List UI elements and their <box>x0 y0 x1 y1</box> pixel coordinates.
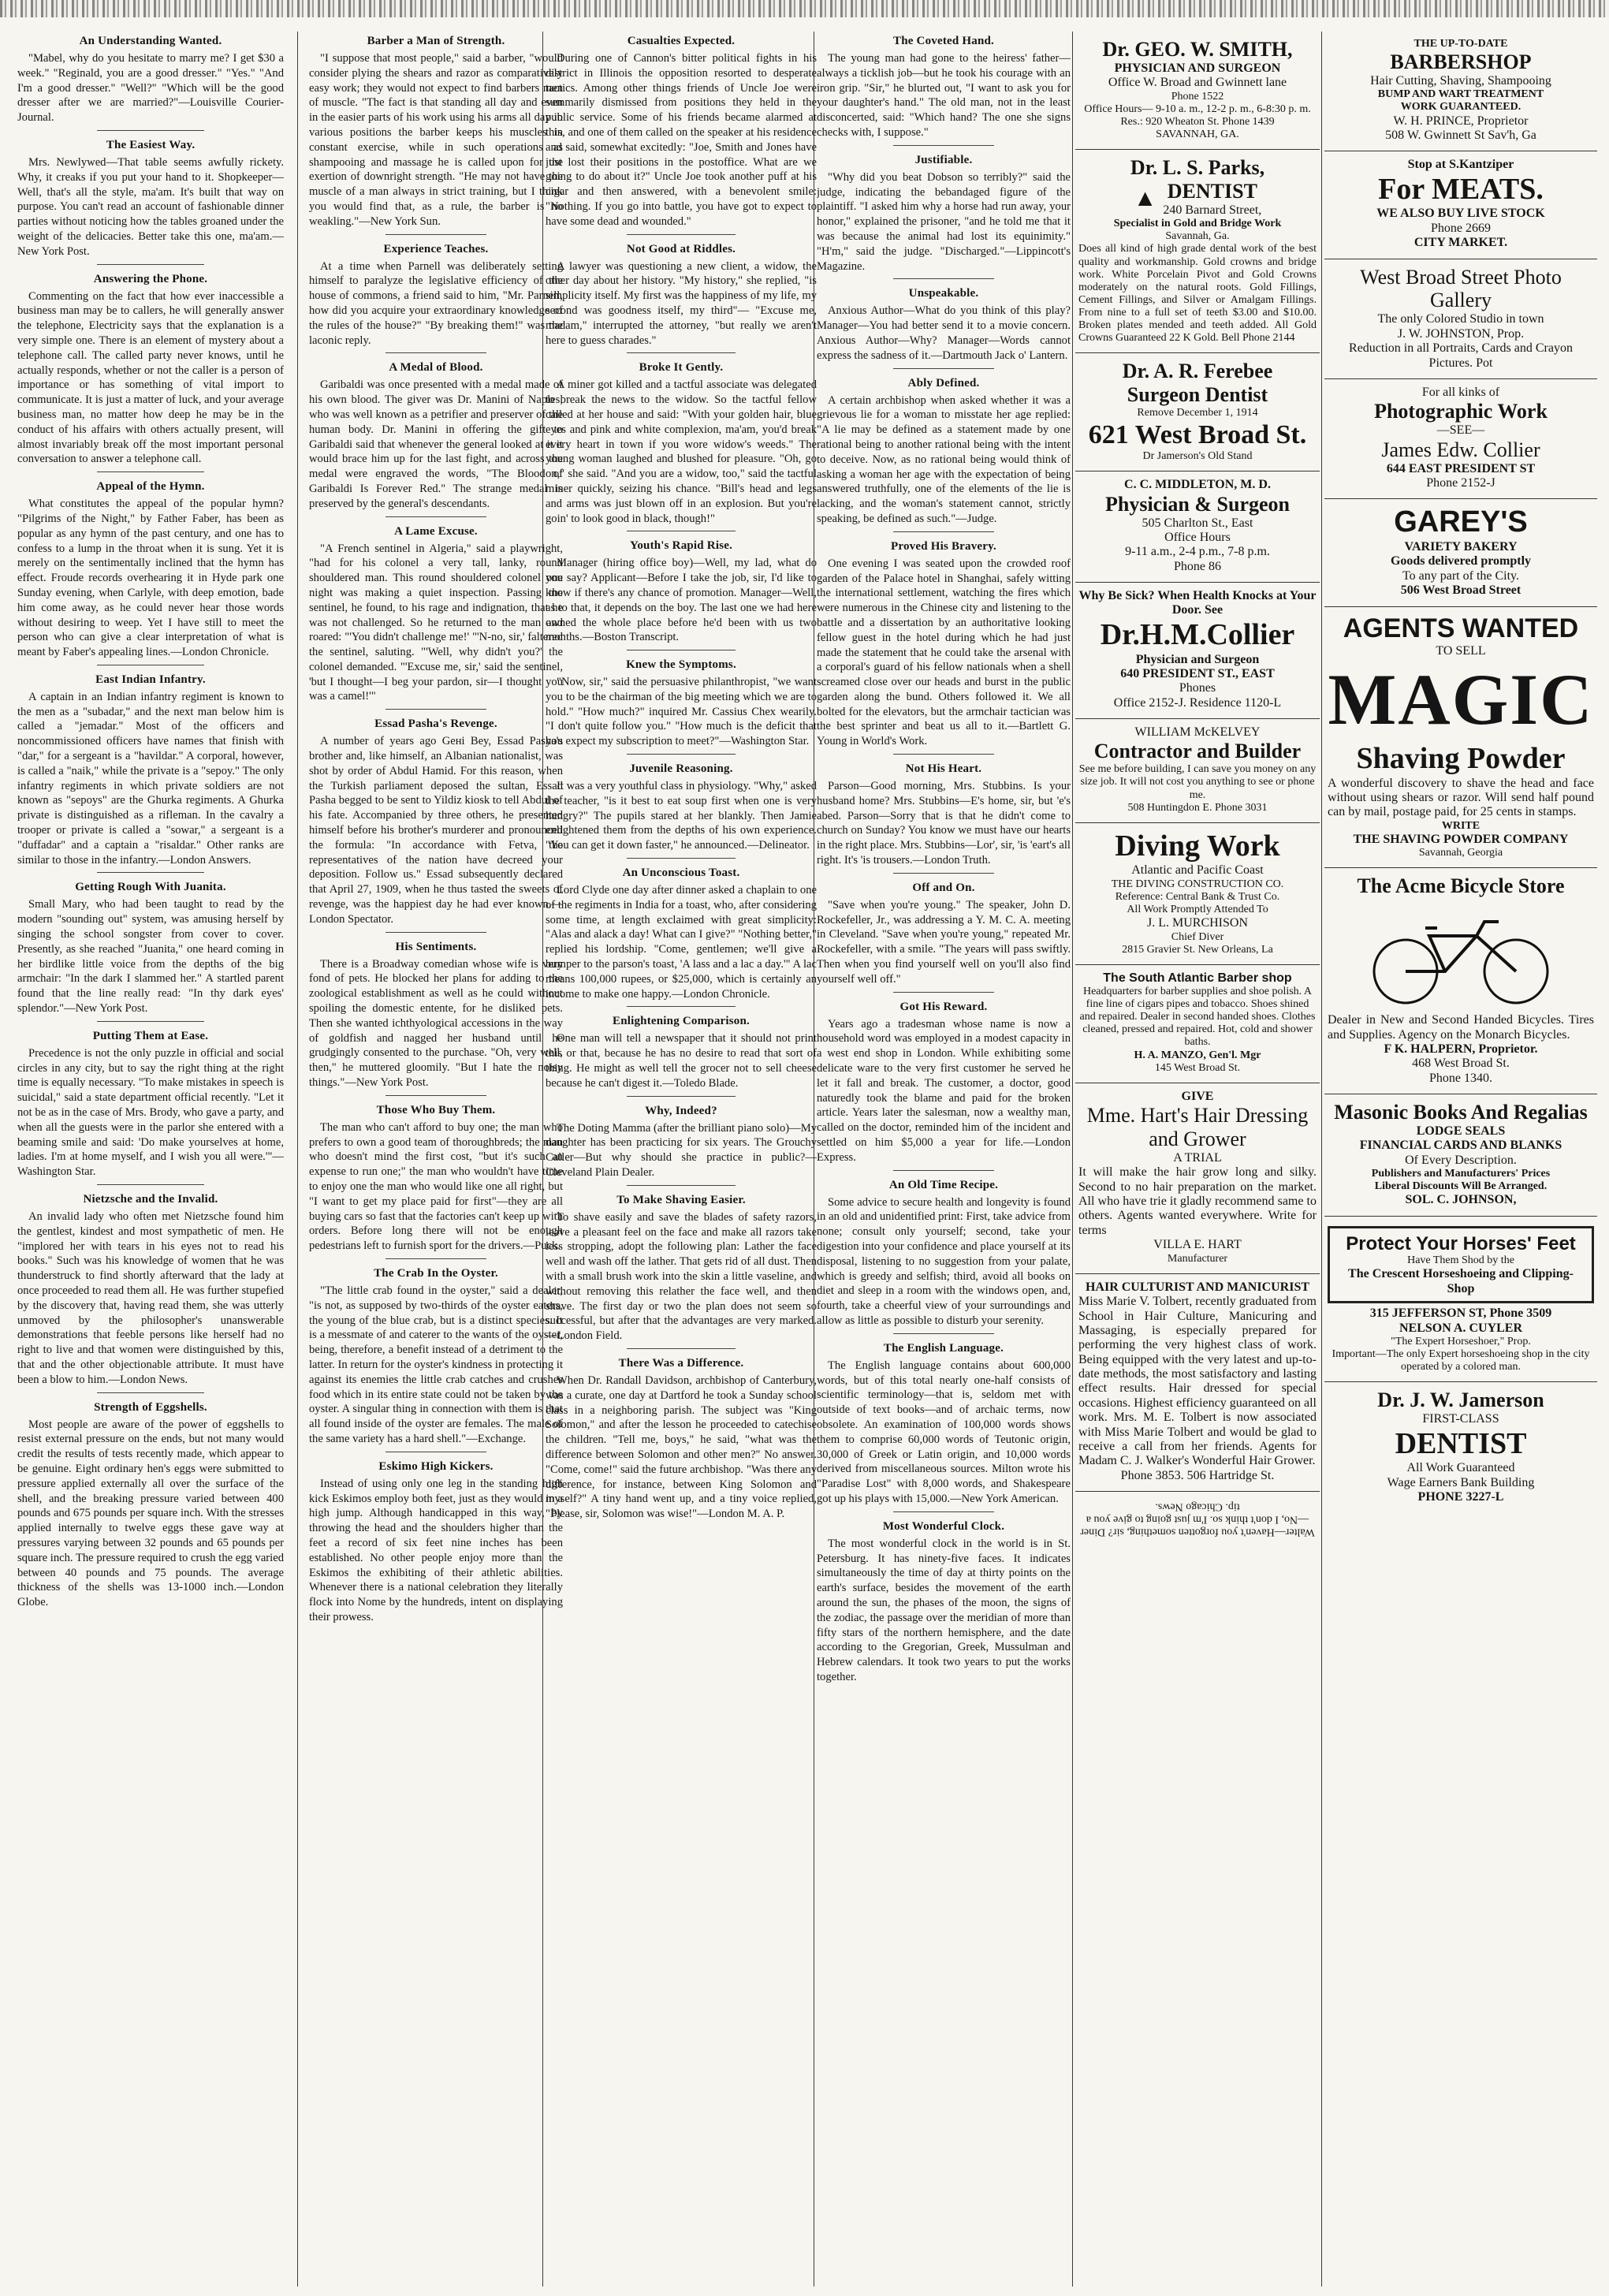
ad-address: 145 West Broad St. <box>1154 1061 1241 1074</box>
article <box>817 882 1071 993</box>
article <box>546 658 817 755</box>
article-body: The English language contains about 600,000 words, but of this total nearly one-half consists of scientific terminology—that is, seldom met with outside of text books—and of archaic terms, now obsolete. An examination of 100,000 words shows them to comprise 60,000 words of Teutonic origin, 30,000 of Greek or Latin origin, and 10,000 words derived from miscellaneous sources. Milton wrote his "Paradise Lost" with 8,000 words, and Shakespeare got up his plays with 15,000.—New York American. <box>817 1359 1071 1505</box>
ad-company: THE SHAVING POWDER COMPANY <box>1353 832 1569 846</box>
ad-phone: Phone 86 <box>1174 559 1221 573</box>
tooth-icon: ▲ <box>1133 184 1157 211</box>
article <box>17 673 284 874</box>
article <box>309 525 563 710</box>
article-body: To shave easily and save the blades of safety razors, leave a pleasant feel on the face and make all razors take less stropping, adopt the following plan: Lather the face well and wash off the lather. That gets rid of all dust. Then with a small brush work into the skin a little vaseline, and without removing this relather the face well, and then shave. The first day or two the plan does not seem so successful, but after that the advantages are very marked.—London Field. <box>546 1210 817 1343</box>
ad-line: To any part of the City. <box>1402 568 1520 583</box>
article <box>546 361 817 531</box>
article <box>309 1267 563 1452</box>
ad-subtitle: VARIETY BAKERY <box>1404 539 1518 554</box>
article-title: Strength of Eggshells. <box>94 1400 207 1414</box>
ad-agents: AGENTS WANTED <box>1343 613 1579 643</box>
article <box>817 540 1071 755</box>
ad-maker: VILLA E. HART <box>1153 1238 1242 1252</box>
ad-product: Shaving Powder <box>1356 741 1566 775</box>
article-body: Mrs. Newlywed—That table seems awfully rickety. Why, it creaks if you put your hand to it. Shopkeeper—Well, that's all the style, ma'am. It's built that way on purpose. You can't read an account of fashionable dinner parties without noticing how the tables groaned under the weight of the delicacies. Better take this one, ma'am.—New York Post. <box>17 155 284 258</box>
column-rule <box>1321 32 1322 2287</box>
ad-name: Dr. J. W. Jamerson <box>1377 1388 1544 1412</box>
ad-hours: 9-11 a.m., 2-4 p.m., 7-8 p.m. <box>1125 545 1270 559</box>
ad-pretitle: For all kinks of <box>1421 385 1500 399</box>
ad-name: C. C. MIDDLETON, M. D. <box>1124 478 1271 492</box>
article <box>546 539 817 650</box>
article <box>17 1401 284 1610</box>
article-title: Proved His Bravery. <box>891 539 996 553</box>
ad-title: PHYSICIAN AND SURGEON <box>1114 61 1281 75</box>
ad-tagline: Stop at S.Kantziper <box>1407 158 1514 172</box>
article-title: Off and On. <box>912 881 975 894</box>
article-body: The Doting Mamma (after the brilliant piano solo)—My daughter has been practicing for six years. The Grouchy Caller—But why should she practice in public?—Cleveland Plain Dealer. <box>546 1121 817 1180</box>
ad-barbershop <box>1324 32 1597 151</box>
ad-line: The only Colored Studio in town <box>1377 312 1544 326</box>
ad-trial: A TRIAL <box>1173 1150 1222 1165</box>
ad-name: GAREY'S <box>1394 505 1528 539</box>
article-body: An invalid lady who often met Nietzsche found him the gentlest, kindest and most sympathetic of men. He "implored her with tears in his eyes not to read his books." Such was his knowledge of women that he was thunderstruck to find shortly afterward that the lady at once proceeded to read them all. He was further stupefied by the discovery that, having read them, she was utterly unmoved by the philosopher's unanswerable demonstrations that feeble persons like herself had no right to live and that women were distinguished by this, that and the other objectionable attribute. It must have been a blow to him.—London News. <box>17 1210 284 1386</box>
ad-tagline: Why Be Sick? When Health Knocks at Your Door. See <box>1078 589 1317 617</box>
ad-name: Protect Your Horses' Feet <box>1346 1232 1576 1254</box>
ad-line: WE ALSO BUY LIVE STOCK <box>1376 207 1545 221</box>
article-body: A certain archbishop when asked whether it was a grievous lie for a woman to misstate her age replied: "A lie may be defined as a statement made by one rational being to another rational being with the intent to deceive. Now, as no rational being would think of asking a woman her age with the expectation of being answered truthfully, one of the elements of the lie is lacking, and the woman's statement cannot, strictly speaking, be defined as such."—Judge. <box>817 393 1071 525</box>
ad-manager: H. A. MANZO, Gen'l. Mgr <box>1134 1049 1261 1061</box>
ad-line: Hair Cutting, Shaving, Shampooing <box>1370 73 1551 88</box>
ad-body: Does all kind of high grade dental work of the best quality and workmanship. Gold crowns and bridge work. White Porcelain Pivot and Gold Crowns moderately on the natural roots. Gold Fillings, Cement Fillings, and Silver or Amalgam Fillings. From nine to a full set of teeth $3.00 and $10.00. Broken plates mended and teeth added. All Gold Crowns Guaranteed 22 K Gold. Bell Phone 2144 <box>1078 243 1317 345</box>
ad-tosell: TO SELL <box>1436 643 1486 658</box>
ad-title: DENTIST <box>1167 179 1257 203</box>
article <box>17 273 284 473</box>
article-title: Putting Them at Ease. <box>92 1029 209 1042</box>
ad-write: WRITE <box>1441 819 1481 832</box>
ad-address: Phone 3853. 506 Hartridge St. <box>1120 1468 1275 1482</box>
ad-name: HAIR CULTURIST AND MANICURIST <box>1085 1280 1310 1294</box>
ad-note: Dr Jamerson's Old Stand <box>1142 450 1253 463</box>
ad-title: Physician & Surgeon <box>1104 492 1291 516</box>
ad-role: Manufacturer <box>1167 1252 1228 1265</box>
ad-jamerson <box>1324 1382 1597 1512</box>
article-body: Most people are aware of the power of eggshells to resist external pressure on the ends, but not many would credit the results of tests recently made, which appear to be genuine. Eight ordinary hen's eggs were submitted to pressure applied externally all over the surface of the shell, and the breaking pressure varied between 400 pounds and 675 pounds per square inch. With the stresses applied internally to twelve eggs these gave way at pressures varying between 32 pounds and 65 pounds per square inch. The pressure required to crush the egg varied between 40 pounds and 75 pounds. The average thickness of the shells was 13-1000 inch.—London Globe. <box>17 1418 284 1609</box>
article-title: East Indian Infantry. <box>95 673 206 686</box>
ad-line: Publishers and Manufacturers' Prices <box>1371 1168 1551 1180</box>
ad-name: Masonic Books And Regalias <box>1334 1101 1588 1124</box>
ad-owner: James Edw. Collier <box>1381 438 1540 461</box>
ad-column-5 <box>1075 32 1320 2287</box>
article-title: Getting Rough With Juanita. <box>75 881 226 894</box>
ad-masonic <box>1324 1094 1597 1217</box>
article-title: Answering the Phone. <box>93 272 208 285</box>
ad-name: Dr. A. R. Ferebee <box>1122 360 1273 383</box>
ad-line: Goods delivered promptly <box>1390 554 1532 568</box>
article <box>546 1105 817 1186</box>
article-body: One man will tell a newspaper that it should not print this or that, because he has no desire to read that sort of thing. He might as well tell the grocer not to sell cheese because he can't digest it.—Toledo Blade. <box>546 1032 817 1090</box>
ad-phone: Phone 2152-J <box>1426 475 1495 490</box>
article <box>17 35 284 131</box>
ad-owner: F K. HALPERN, Proprietor. <box>1384 1042 1538 1056</box>
ad-name: Dr.H.M.Collier <box>1100 617 1295 651</box>
ad-phone: PHONE 3227-L <box>1417 1490 1504 1504</box>
news-column-1 <box>17 32 284 2287</box>
article-body: "Now, sir," said the persuasive philanthropist, "we want you to be the chairman of the big meeting which we are to hold." "How much?" inquired Mr. Cassius Chex wearily. "I don't quite follow you." "How much is the deficit that you expect my subscription to meet?"—Washington Star. <box>546 676 817 748</box>
article-body: Commenting on the fact that how ever inaccessible a business man may be to callers, he will generally answer the telephone, Electricity says that the explanation is a very simple one. There is an element of mystery about a telephone call. The called party never knows, until he actually responds, whether or not the caller is a person of importance or has something of vital import to communicate. It is just a matter of luck, and your average business man, no matter how deep he may be in the conduct of his affairs with others actually present, will almost invariably break off the most important personal conversation to answer a telephone call. <box>17 289 284 466</box>
article-body: Small Mary, who had been taught to read by the modern "sounding out" system, was amusing herself by singing the school songster from cover to cover. Presently, as she reached "Juanita," one heard coming in her birdlike little voice from the depths of the big armchair: "In the dark I slammed her." A startled parent found that the line really read: "In thy dark eyes' splendor."—New York Post. <box>17 898 284 1016</box>
ad-address: 240 Barnard Street, <box>1163 203 1262 217</box>
article-body: Lord Clyde one day after dinner asked a chaplain to one of the regiments in India for a toast, who, after considering some time, at length exclaimed with great simplicity: "Alas and alack a day! What can I give?" "Nothing better," replied his lordship. "Come, gentlemen; we'll give a bumper to the parson's toast, 'A lass and a lac a day.'" A lac means 100,000 rupees, or $25,000, which is certainly an income to make one happy.—London Chronicle. <box>546 884 817 1001</box>
upside-down-filler <box>1075 1492 1320 1544</box>
article-title: Appeal of the Hymn. <box>96 480 205 494</box>
article-title: Justifiable. <box>914 153 973 166</box>
article-body: Parson—Good morning, Mrs. Stubbins. Is your husband home? Mrs. Stubbins—E's home, sir, but 'e's abed. Parson—Sorry that is that he didn't come to church on Sunday? You know we must have our hearts in the right place. Mrs. Stubbins—Lor', sir, 'is 'eart's all right. It's 'is trousers.—London Truth. <box>817 780 1071 867</box>
ad-owner: SOL. C. JOHNSON, <box>1405 1193 1517 1207</box>
article-title: The Crab In the Oyster. <box>374 1266 498 1280</box>
ad-address: 506 West Broad Street <box>1400 583 1521 598</box>
ad-name: The South Atlantic Barber shop <box>1103 971 1292 985</box>
ad-line: Reduction in all Portraits, Cards and Crayon Pictures. Pot <box>1349 341 1573 370</box>
article <box>546 35 817 235</box>
ad-diving <box>1075 823 1320 965</box>
ad-phone: Phone 1340. <box>1429 1071 1492 1085</box>
ad-address: 505 Charlton St., East <box>1142 516 1253 530</box>
ad-title: Surgeon Dentist <box>1127 383 1268 407</box>
ad-residence: Res.: 920 Wheaton St. Phone 1439 <box>1120 115 1275 128</box>
ad-address: 621 West Broad St. <box>1088 420 1307 450</box>
ad-parks <box>1075 150 1320 353</box>
ad-address: CITY MARKET. <box>1413 236 1508 250</box>
ad-body: Dealer in New and Second Handed Bicycles. Tires and Supplies. Agency on the Monarch Bicycles. <box>1328 1013 1594 1042</box>
article-title: Got His Reward. <box>899 1000 988 1013</box>
ad-horses <box>1324 1217 1597 1383</box>
article <box>309 941 563 1096</box>
ad-name: The Acme Bicycle Store <box>1357 874 1565 898</box>
article <box>546 867 817 1007</box>
article-body: A lawyer was questioning a new client, a widow, the other day about her history. "My history," she replied, "is simplicity itself. My first was the happiness of my life, my second was goodness itself, my third"— "Excuse me, madam," interrupted the attorney, "but really we aren't here to guess charades." <box>546 259 817 347</box>
article-body: A captain in an Indian infantry regiment is known to the men as a "subadar," and the next man below him is called a "jemadar." Most of the officers and noncommissioned officers have names that finish with "dar," for a sergeant is a "havildar." A corporal, however, is called a "naik," while the private is a "sepoy." The only infantry regiments in which private soldiers are not known as "sepoys" are the Ghurka regiments. A Ghurka private is distinguished as a rifleman. In the cavalry a trooper or private is called a "sowar," a sergeant is a "duffadar" and a captain a "risaldar." Other ranks are similar to those in the infantry.—London Answers. <box>17 690 284 867</box>
article-title: Not Good at Riddles. <box>626 242 736 255</box>
article-body: During one of Cannon's bitter political fights in his district in Illinois the opposition resorted to desperate tactics. Among other things friends of Uncle Joe were summarily dismissed from positions they held in the public service. Some of his friends became alarmed at this, and one of them called on the speaker at his residence and said, somewhat excitedly: "Joe, Smith and Jones have just lost their positions in the postoffice. What are we going to do about it?" Uncle Joe took another puff at his cigar and then answered, with a benevolent smile: "Nothing. If you go into battle, you have got to expect to have some dead and wounded." <box>546 52 817 228</box>
article-body: At a time when Parnell was deliberately setting himself to paralyze the legislative efficiency of the house of commons, a friend said to him, "Mr. Parnell, how did you acquire your extraordinary knowledge of the rules of the house?" "By breaking them!" was the laconic reply. <box>309 259 563 347</box>
ad-phone: Office 2152-J. Residence 1120-L <box>1113 695 1282 710</box>
ad-role: Chief Diver <box>1171 930 1224 943</box>
ad-line: LODGE SEALS <box>1416 1124 1506 1138</box>
article-body: One evening I was seated upon the crowded roof garden of the Palace hotel in Shanghai, safely witting the international settlement, watching the fires which were numerous in the Chinese city and listening to the battle and a dissertation by an authoritative looking fellow guest in the hotel during which he had just made the statement that he could take the arsenal with a corporal's guard of his fellow nationals when a shell screamed close over our heads and burst in the public garden along the bund. Others followed it. We all bolted for the elevators, but the armchair tactician was the best sprinter and beat us all to it.—Bartlett G. Young in World's Work. <box>817 557 1071 748</box>
article <box>309 1460 563 1625</box>
article-body: Precedence is not the only puzzle in official and social circles in any city, but to say the right thing at the right time is equally necessary. "To make mistakes in speech is suicidal," said a state department official recently. "Let it not be as in the case of Mrs. Brody, who gave a party, and when all the guests were in the parlor she entered with a beaming smile and said: 'Do make yourselves at home, ladies. I'm at home myself, and I wish you all were.'"—Washington Star. <box>17 1046 284 1179</box>
article-body: There is a Broadway comedian whose wife is very fond of pets. He blocked her plans for adding to the zoological establishment as well as he could without spoiling the domestic entente, for he disliked pets. Then she wanted ichthyological accessions in the way of goldfish and nagged her husband until he grudgingly consented to the purchase. "Oh, very well, then," he muttered gloomily. "But I hate the noisy things."—New York Post. <box>309 957 563 1090</box>
article <box>17 480 284 665</box>
news-column-4 <box>817 32 1071 2287</box>
ad-city: SAVANNAH, GA. <box>1156 128 1239 140</box>
article <box>309 718 563 932</box>
article-body: The young man had gone to the heiress' father—always a ticklish job—but he took his courage with an iron grip. "Sir," he blurted out, "I want to ask you for your daughter's hand." The old man, not in the least disconcerted, said: "Which hand? The one she signs checks with, I suppose." <box>817 52 1071 139</box>
ad-note: All Work Promptly Attended To <box>1127 904 1268 916</box>
bicycle-icon <box>1358 904 1563 1007</box>
article <box>309 35 563 235</box>
article-title: Youth's Rapid Rise. <box>629 539 733 553</box>
article-body: "Why did you beat Dobson so terribly?" said the judge, indicating the bebandaged figure of the plaintiff. "I asked him why a horse had run away, your honor," explained the prisoner, "and he told me that it was because the animal had lost its equinimity." "H'm," said the judge. "Discharged."—Lippincott's Magazine. <box>817 170 1071 273</box>
article <box>817 1001 1071 1171</box>
article-title: Not His Heart. <box>905 762 982 776</box>
article-title: Juvenile Reasoning. <box>629 762 733 776</box>
ad-title: Contractor and Builder <box>1093 740 1302 763</box>
ad-name: For MEATS. <box>1378 172 1544 206</box>
article-body: The man who can't afford to buy one; the man who prefers to own a good team of thoroughbreds; the man who doesn't mind the first cost, "but it's such an expense to run one;" the man who wouldn't have time to enjoy one the man who would like one all right, but "I want to get my place paid for first"—they are all buying cars so fast that the factories can't keep up with orders. Before long there will not be enough pedestrians left to furnish sport for the drivers.—Puck. <box>309 1120 563 1253</box>
ad-barber <box>1075 965 1320 1083</box>
article <box>546 1357 817 1522</box>
ad-see: —SEE— <box>1436 423 1485 438</box>
ad-kantziper <box>1324 151 1597 259</box>
article-body: Some advice to secure health and longevity is found in an old and unidentified print: First, take advice from none; consult only yourself; second, take your digestion into your confidence and place yourself at its disposal, listening to no suggestion from your palate, which is greedy and selfish; third, avoid all books on diet and sleep in a room with the windows open, and, fourth, take a cheerful view of your surroundings and allow as little as possible to disturb your serenity. <box>817 1195 1071 1327</box>
news-column-3 <box>546 32 817 2287</box>
ad-body: Miss Marie V. Tolbert, recently graduated from School in Hair Culture, Manicuring and Massaging, is especially prepared for performing the very highest class of work. Being equipped with the very latest and up-to-date methods, the most satisfactory and lasting effect results. Hair dressed for special occasions. Highest efficiency guaranteed on all work. Mrs. M. E. Tolbert is now associated with Miss Marie Tolbert and would be glad to receive a call from her friends. Agents for Madam C. J. Walker's Wonderful Hair Grower. <box>1078 1295 1317 1468</box>
page-top-border <box>0 0 1609 17</box>
ad-reference: Reference: Central Bank & Trust Co. <box>1115 890 1280 903</box>
article <box>817 762 1071 874</box>
article-title: Broke It Gently. <box>639 361 724 375</box>
ad-address: 508 W. Gwinnett St Sav'h, Ga <box>1385 128 1536 142</box>
article-body: "I suppose that most people," said a barber, "would consider plying the shears and razor as comparatively easy work; they would not expect to find barbers men of muscle. "The fact is that standing all day and even in the easier parts of his work using his arms all day in various positions the barber keeps his muscles in constant exercise, while in such operations as shampooing and massage he is called upon for the exertion of downright strength. "He may not have the muscle of a man always in strict training, but I think you would find that, as a rule, the barber is no weakling."—New York Sun. <box>309 52 563 228</box>
ad-body: It will make the hair grow long and silky. Second to no hair preparation on the market. All who have trie it gladly recommend same to others. Agents wanted everywhere. Write for terms <box>1078 1165 1317 1237</box>
article <box>17 1193 284 1393</box>
article-title: His Sentiments. <box>395 940 477 953</box>
article-body: A miner got killed and a tactful associate was delegated to break the news to the widow. So the tactful fellow called at her house and said: "With your golden hair, blue eyes and pink and white complexion, ma'am, you'd break every heart in town if you wore widow's weeds." The young woman laughed and blushed for pleasure. "Oh, go on," she said. "And you are a widow, too," said the tactful miner quickly, seizing his chance. "Bill's head and legs and arms was just blown off in an explosion. But you're goin' to look good in black, though!" <box>546 378 817 525</box>
ad-company: THE DIVING CONSTRUCTION CO. <box>1111 878 1284 890</box>
ad-city: Savannah, Ga. <box>1165 230 1230 243</box>
article <box>546 1194 817 1349</box>
article-title: The English Language. <box>883 1341 1004 1355</box>
article-title: To Make Shaving Easier. <box>616 1193 746 1206</box>
ad-magic <box>1324 607 1597 869</box>
article-title: An Old Time Recipe. <box>888 1178 999 1191</box>
ad-gallery <box>1324 259 1597 379</box>
article <box>309 1104 563 1259</box>
column-rule <box>1072 32 1073 2287</box>
article <box>546 762 817 859</box>
article-title: The Coveted Hand. <box>893 35 994 47</box>
ad-line: "The Expert Horseshoer," Prop. <box>1391 1335 1531 1347</box>
article <box>17 881 284 1021</box>
article-title: There Was a Difference. <box>618 1356 744 1370</box>
ad-line: All Work Guaranteed <box>1406 1461 1515 1475</box>
ad-city: Savannah, Georgia <box>1418 847 1503 859</box>
filler-text: Walter—Haven't you forgotten something, sir? Diner—No, I don't think so. I'm just going to give you a tip. Chicago News. <box>1080 1500 1315 1538</box>
ad-name: Photographic Work <box>1374 400 1548 423</box>
article <box>817 1342 1071 1512</box>
ad-owner: J. W. JOHNSTON, Prop. <box>1397 326 1525 341</box>
article-title: Eskimo High Kickers. <box>378 1459 494 1473</box>
ad-line: BUMP AND WART TREATMENT <box>1377 88 1544 101</box>
article-title: Enlightening Comparison. <box>612 1015 750 1028</box>
ad-owner: NELSON A. CUYLER <box>1399 1321 1523 1335</box>
ad-smith <box>1075 32 1320 150</box>
article <box>309 243 563 354</box>
ad-line: Important—The only Expert horseshoeing shop in the city operated by a colored man. <box>1332 1348 1590 1374</box>
ad-column-6 <box>1324 32 1597 2287</box>
ad-name: Dr. L. S. Parks, <box>1130 156 1265 180</box>
article <box>817 35 1071 146</box>
ad-name: West Broad Street Photo Gallery <box>1360 265 1562 312</box>
ad-line: WORK GUARANTEED. <box>1400 101 1521 114</box>
article <box>546 243 817 354</box>
ad-ferebee <box>1075 353 1320 472</box>
ad-agent: J. L. MURCHISON <box>1146 916 1248 930</box>
ad-address: 468 West Broad St. <box>1412 1057 1510 1071</box>
ad-body: Headquarters for barber supplies and shoe polish. A fine line of cigars pipes and tobacco. Shoes shined and repaired. Dealer in second handed shoes. Clothes cleaned, pressed and repaired. Hot, cold and shower baths. <box>1079 986 1316 1049</box>
article-title: Those Who Buy Them. <box>376 1103 496 1116</box>
article-title: An Understanding Wanted. <box>79 35 222 47</box>
ad-notice: Remove December 1, 1914 <box>1137 406 1258 419</box>
article <box>309 361 563 516</box>
article-title: Knew the Symptoms. <box>626 658 736 672</box>
ad-address: 640 PRESIDENT ST., EAST <box>1120 666 1275 680</box>
ad-line: Wage Earners Bank Building <box>1387 1475 1535 1489</box>
article-title: Most Wonderful Clock. <box>882 1519 1005 1533</box>
ad-specialty: Specialist in Gold and Bridge Work <box>1113 218 1282 230</box>
article-body: Manager (hiring office boy)—Well, my lad, what do you say? Applicant—Before I take the job, sir, I'd like to know if there's any chance of promotion. Manager—Well, as to that, it depends on the boy. The last one we had here owned the whole place before he'd been with us two months.—Boston Transcript. <box>546 557 817 644</box>
ad-phone: Phone 2669 <box>1431 221 1491 235</box>
article-title: Ably Defined. <box>907 376 980 390</box>
article-body: Garibaldi was once presented with a medal made of his own blood. The giver was Dr. Manini of Naples, who was well known as a petrifier and preserver of the human body. Dr. Manini in offering the gift to Garibaldi said that whenever the general looked at it it would brace him up for the last fight, and across the medal were engraved the words, "The Blood of Garibaldi Is Forever Red." The strange medal is preserved by the general's descendants. <box>309 378 563 510</box>
article-body: It was a very youthful class in physiology. "Why," asked the teacher, "is it best to eat soup first when one is very hungry?" The pupils stared at her blankly. Then Jamie enlightened them from the depths of his own experience. "You can get it down faster," he announced.—Delineator. <box>546 780 817 852</box>
ad-name: WILLIAM McKELVEY <box>1134 725 1261 740</box>
article-body: "Mabel, why do you hesitate to marry me? I get $30 a week." "Reginald, you are a good dresser." "Yes." "And I'm a good dresser." "Well?" "Which will be the good dresser after we are married?"—Louisville Courier-Journal. <box>17 52 284 125</box>
column-rule <box>297 32 298 2287</box>
article-body: A number of years ago Gені Bey, Essad Pasha's brother and, like himself, an Albanian nationalist, was shot by order of Abdul Hamid. For this reason, when the Turkish parliament deposed the sultan, Essad Pasha begged to be sent to Yildiz kiosk to tell Abdul of his fate. Accompanied by three others, he presented himself before his brother's murderer and pronounced the formula: "In accordance with Fetva, the representatives of the nation have decreed your deposition. Follow us." Essad subsequently declared that April 27, 1909, when he thus tasted the sweets of revenge, was the happiest day he had ever known.—London Spectator. <box>309 735 563 926</box>
ad-name: MAGIC <box>1328 659 1594 740</box>
news-column-2 <box>309 32 563 2287</box>
ad-name: Diving Work <box>1115 829 1280 863</box>
article-body: Anxious Author—What do you think of this play? Manager—You had better send it to a movie concern. Anxious Author—Why? Manager—Words cannot express the sadness of it.—Dartmouth Jack o' Lantern. <box>817 304 1071 362</box>
ad-phone: Phone 1522 <box>1171 90 1224 102</box>
article-title: Casualties Expected. <box>627 35 736 47</box>
ad-address: 508 Huntingdon E. Phone 3031 <box>1127 801 1268 814</box>
ad-line: FINANCIAL CARDS AND BLANKS <box>1359 1139 1562 1153</box>
ad-pretitle: THE UP-TO-DATE <box>1413 38 1508 50</box>
ad-name: Mme. Hart's Hair Dressing and Grower <box>1086 1104 1309 1151</box>
ad-name: BARBERSHOP <box>1390 50 1532 74</box>
ad-tolbert <box>1075 1274 1320 1492</box>
ad-owner: W. H. PRINCE, Proprietor <box>1393 114 1529 128</box>
ad-title: DENTIST <box>1395 1426 1527 1460</box>
ad-address: Office W. Broad and Gwinnett lane <box>1108 76 1287 90</box>
article-body: When Dr. Randall Davidson, archbishop of Canterbury, was a curate, one day at Dartford he took a Sunday school class in a neighboring parish. The subject was "King Solomon," and after the lesson he proceeded to catechise the children. "Tell me, boys," he said, "what was the difference between Solomon and other men?" No answer. "Come, come!" said the future archbishop. "Was there any difference, for instance, between King Solomon and myself?" A tiny hand went up, and a tiny voice replied, "Please, sir, Solomon was wise!"—London M. A. P. <box>546 1374 817 1521</box>
article <box>817 377 1071 532</box>
ad-address: 315 JEFFERSON ST, Phone 3509 <box>1369 1306 1552 1321</box>
ad-hours: Office Hours— 9-10 a. m., 12-2 p. m., 6-8:30 p. m. <box>1084 102 1311 115</box>
ad-body: See me before building, I can save you money on any size job. It will not cost you anything to see or phone me. <box>1078 763 1317 801</box>
ad-hours-label: Office Hours <box>1164 530 1231 544</box>
article <box>817 1179 1071 1334</box>
article-title: Experience Teaches. <box>383 242 489 255</box>
ad-hart <box>1075 1083 1320 1274</box>
article-title: Barber a Man of Strength. <box>367 35 505 47</box>
article <box>817 154 1071 280</box>
ad-line: The Crescent Horseshoeing and Clipping-Shop <box>1348 1267 1574 1295</box>
ad-line: Liberal Discounts Will Be Arranged. <box>1374 1180 1548 1193</box>
article-title: Unspeakable. <box>908 287 979 300</box>
article-body: What constitutes the appeal of the popular hymn? "Pilgrims of the Night," by Father Faber, has been as popular as any hymn of the past century, and one has to confess to a lump in the throat when it is sung. Yet it is merely on the sentimentally inclined that the hymn has effect. Froude records overhearing it in Hyde park one Sunday evening, when Carlyle, with deep emotion, bade him come away, as he could never hear those words without desiring to weep. Yet I have still to meet the person who can give a clear interpretation of what is meant by Faber's appealing lines.—London Chronicle. <box>17 498 284 659</box>
article-title: A Lame Excuse. <box>394 524 478 538</box>
article-title: Essad Pasha's Revenge. <box>374 718 497 731</box>
ad-title: Physician and Surgeon <box>1135 652 1260 666</box>
article <box>17 1030 284 1185</box>
article-body: The most wonderful clock in the world is in St. Petersburg. It has ninety-five faces. It indicates simultaneously the time of day at thirty points on the earth's surface, besides the movement of the earth around the sun, the phases of the moon, the signs of the zodiac, the passage over the meridian of more than fifty stars of the northern hemisphere, and the date according to the Gregorian, Greek, Mussulman and Hebrew calendars. It took two years to put the works together. <box>817 1537 1071 1683</box>
article <box>817 287 1071 368</box>
ad-line: Of Every Description. <box>1405 1153 1517 1167</box>
article-title: The Easiest Way. <box>106 138 196 151</box>
article-body: "The little crab found in the oyster," said a dealer, "is not, as supposed by two-thirds of the oyster eaters, the young of the blue crab, but is a distinct species. It is a messmate of and caterer to the wants of the oyster, being, therefore, a benefit instead of a detriment to the latter. In return for the oyster's kindness in protecting it against its enemies the little crab catches and crushes food which in its entire state could not be taken by the oyster. A singular thing in connection with them is that all found inside of the oyster are females. The male of the same variety has a hard shell."—Exchange. <box>309 1284 563 1445</box>
ad-middleton <box>1075 472 1320 583</box>
article <box>546 1015 817 1096</box>
article-title: A Medal of Blood. <box>389 361 483 375</box>
article <box>817 1520 1071 1685</box>
ad-give: GIVE <box>1181 1089 1214 1103</box>
article-title: An Unconscious Toast. <box>622 867 740 880</box>
ad-name: Dr. GEO. W. SMITH, <box>1102 38 1293 61</box>
ad-mckelvey <box>1075 719 1320 823</box>
ad-phones-label: Phones <box>1179 681 1216 695</box>
article-body: "A French sentinel in Algeria," said a playwright, "had for his colonel a very tall, lanky, round shouldered man. This round shouldered colonel one night was making a quiet inspection. Passing the sentinel, he found, to his rage and indignation, that he was not challenged. So he returned to the man and roared: "'You didn't challenge me!' "'N-no, sir,' faltered the sentinel, saluting. "'Well, why didn't you?' the colonel demanded. "'Excuse me, sir,' said the sentinel, 'but I thought—I beg your pardon, sir—I thought you was a camel!'" <box>309 542 563 703</box>
article <box>17 139 284 265</box>
ad-subtitle: Atlantic and Pacific Coast <box>1131 863 1264 878</box>
ad-photo <box>1324 379 1597 499</box>
article-title: Why, Indeed? <box>645 1104 717 1117</box>
ad-body: A wonderful discovery to shave the head and face without using shears or razor. Will send half pound can by mail, postage paid, for 25 cents in stamps. <box>1328 776 1594 819</box>
ad-acme <box>1324 868 1597 1094</box>
ad-address: 644 EAST PRESIDENT ST <box>1386 461 1536 475</box>
ad-collier <box>1075 583 1320 719</box>
ad-garey <box>1324 499 1597 606</box>
article-body: Years ago a tradesman whose name is now a household word was employed in a modest capacity in a west end shop in London. While exhibiting some delicate ware to the very first customer he served he let it fall and break. The customer, a doctor, good naturedly took the blame and paid for the broken article. Years later the salesman, now a wealthy man, called on the doctor, reminded him of the incident and settled on him $5,000 a year for life.—London Express. <box>817 1017 1071 1164</box>
ad-address: 2815 Gravier St. New Orleans, La <box>1122 943 1273 956</box>
ad-line: FIRST-CLASS <box>1422 1412 1499 1426</box>
article-body: Instead of using only one leg in the standing high kick Eskimos employ both feet, just as they would in a high jump. Although handicapped in this way, by throwing the head and the shoulders higher than the feet a record of six feet nine inches has been established. No other people enjoy more than the Eskimos the exhibiting of their athletic abilities. Whenever there is a national celebration they literally flock into Nome by the hundreds, intent on displaying their prowess. <box>309 1477 563 1623</box>
article-body: "Save when you're young." The speaker, John D. Rockefeller, Jr., was addressing a Y. M. C. A. meeting in Cleveland. "Save when you're young," repeated Mr. Rockefeller, with a smile. "The years will pass swiftly. Then when you find yourself well on you'll also find yourself well off." <box>817 898 1071 986</box>
ad-line: Have Them Shod by the <box>1407 1254 1514 1267</box>
article-title: Nietzsche and the Invalid. <box>83 1193 218 1206</box>
